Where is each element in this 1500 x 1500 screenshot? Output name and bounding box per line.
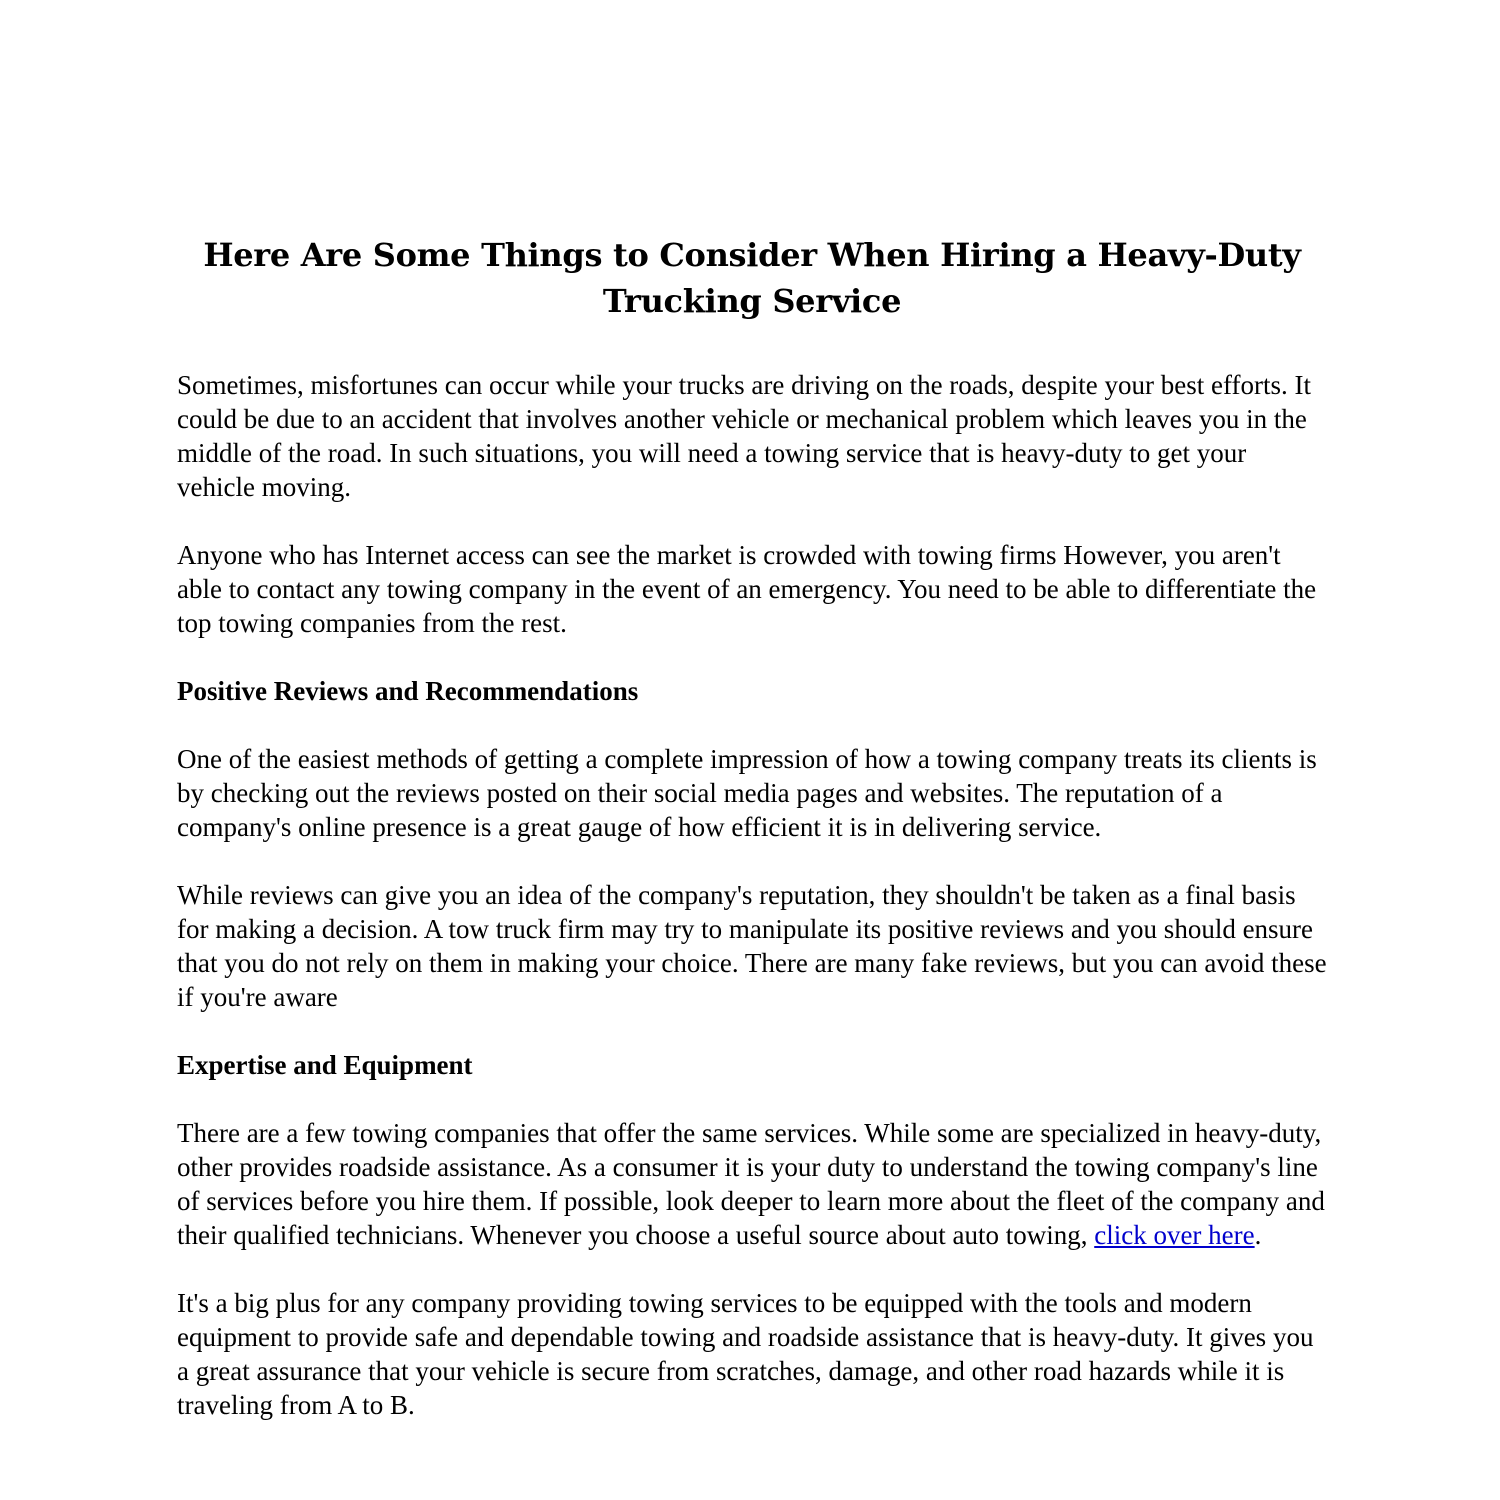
reviews-paragraph: While reviews can give you an idea of the company's reputation, they shouldn't be taken as a final basis for making a decision. A tow truck firm may try to manipulate its positive reviews and you should ensure that you do not rely on them in making your choice. There are many fake reviews, but you can avoid these if you're aware	[177, 880, 1327, 1012]
document-body	[177, 232, 1327, 1456]
section-heading-reviews: Positive Reviews and Recommendations	[177, 676, 639, 706]
expertise-paragraph	[177, 1116, 1327, 1252]
document-title: Here Are Some Things to Consider When Hiring a Heavy-Duty Trucking Service	[203, 236, 1301, 320]
expertise-paragraph-end: .	[1254, 1220, 1262, 1250]
click-over-here-link[interactable]: click over here	[1094, 1220, 1255, 1250]
section-heading-expertise: Expertise and Equipment	[177, 1050, 473, 1080]
expertise-paragraph: It's a big plus for any company providing towing services to be equipped with the tools and modern equipment to provide safe and dependable towing and roadside assistance that is heavy-duty. It gives you a great assurance that your vehicle is secure from scratches, damage, and other road hazards while it is traveling from A to B.	[177, 1288, 1314, 1420]
expertise-paragraph-text: There are a few towing companies that offer the same services. While some are specialized in heavy-duty, other provides roadside assistance. As a consumer it is your duty to understand the towing company's line of services before you hire them. If possible, look deeper to learn more about the fleet of the company and their qualified technicians. Whenever you choose a useful source about auto towing,	[177, 1118, 1325, 1250]
intro-paragraph: Anyone who has Internet access can see the market is crowded with towing firms However, you aren't able to contact any towing company in the event of an emergency. You need to be able to differentiate the top towing companies from the rest.	[177, 540, 1317, 638]
reviews-paragraph: One of the easiest methods of getting a complete impression of how a towing company treats its clients is by checking out the reviews posted on their social media pages and websites. The reputation of a company's online presence is a great gauge of how efficient it is in delivering service.	[177, 744, 1317, 842]
intro-paragraph: Sometimes, misfortunes can occur while your trucks are driving on the roads, despite your best efforts. It could be due to an accident that involves another vehicle or mechanical problem which leaves you in the middle of the road. In such situations, you will need a towing service that is heavy-duty to get your vehicle moving.	[177, 370, 1311, 502]
